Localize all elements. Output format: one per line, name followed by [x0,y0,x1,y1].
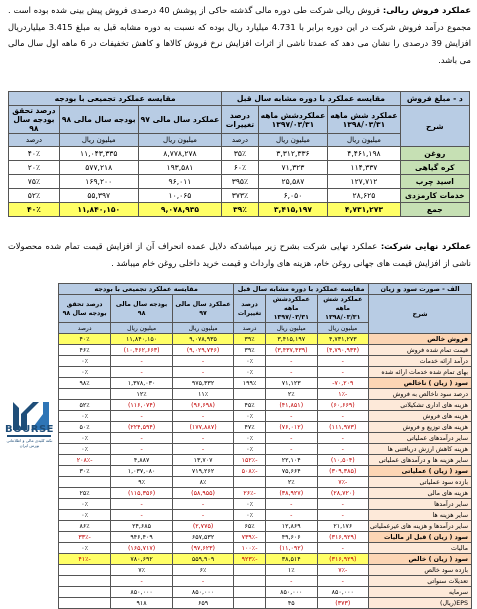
table-row [59,565,472,576]
cell: (۲۲۴,۵۹۴) [111,422,173,433]
unit-label: میلیون ریال [172,323,233,334]
table-row [59,444,472,455]
cell: (۲,۷۷۵) [172,521,233,532]
cell: - [317,411,369,422]
table1-sharh-header: شرح [400,106,469,147]
table-row [59,367,472,378]
table-row [59,411,472,422]
cell: -۱٪ [317,389,369,400]
cell: - [172,499,233,510]
table1-group-prev: مقایسه عملکرد با دوره مشابه سال قبل [222,92,400,106]
cell: (۱۱۵,۳۵۶) [111,488,173,499]
cell: - [172,433,233,444]
unit-label: درصد [234,323,266,334]
cell: ۵۵۹,۹۰۹ [172,554,233,565]
cell: ۷۵,۶۶۴ [265,466,317,477]
cell: ۶,۰۵۰ [258,189,328,203]
row-label: سود ( زیان ) خالص [369,554,472,565]
table-row [59,455,472,466]
table-row [59,554,472,565]
cell: ۱۱٪ [172,389,233,400]
cell: ۱۹۹٪ [234,378,266,389]
cell: (۳۱۶,۹۲۹) [317,554,369,565]
cell: (۳۷۳) [317,598,369,609]
cell: ۸۵۰,۰۰۰ [317,587,369,598]
row-label: تعدیلات سنواتی [369,576,472,587]
cell: ۹٪ [111,477,173,488]
cell: ۶٪ [172,565,233,576]
cell: - [265,356,317,367]
cell: ۶۰٪ [222,161,258,175]
row-label: فروش خالص [369,334,472,345]
cell: ۳۹٪ [222,203,258,217]
row-label: سایر درآمدهای عملیاتی [369,433,472,444]
cell: (۳۸,۹۲۷) [265,488,317,499]
cell: -۱۰۰٪ [234,543,266,554]
row-label: سایر هزینه ها [369,510,472,521]
cell: ۵۷۷,۲۱۸ [59,161,138,175]
cell: ۹۴۶,۴۰۹ [111,532,173,543]
row-label: سرمایه [369,587,472,598]
cell: (۳,۴۳۷,۴۳۹) [265,345,317,356]
cell: (۶۰,۶۶۹) [317,400,369,411]
row-label: سود ( زیان ) عملیاتی [369,466,472,477]
cell: - [317,576,369,587]
cell: (۹۷,۶۲۳) [172,543,233,554]
row-label: روغن [400,147,469,161]
table2-col-achieve: درصد تحقق بودجه سال ۹۸ [59,295,111,323]
table1-corner: د - مبلغ فروش [400,92,469,106]
table-row [59,510,472,521]
cell: ۵۲٪ [9,189,60,203]
row-label: درصد سود ناخالص به فروش [369,389,472,400]
cell: - [172,444,233,455]
cell: ۸۵۰,۰۰۰ [111,587,173,598]
cell [234,565,266,576]
cell: ۷۰,۲۰۹- [317,378,369,389]
unit-label: درصد [222,134,258,147]
cell: - [317,543,369,554]
cell: ۸۵۰,۰۰۰ [265,587,317,598]
table-row [59,587,472,598]
cell: ۰٪ [234,510,266,521]
table-row [9,189,470,203]
cell: -۳۳٪ [59,532,111,543]
table2-col-change: درصد تغییرات [234,295,266,323]
table-row [59,389,472,400]
table-row [59,356,472,367]
table2-sharh-header: شرح [369,295,472,334]
cell: ۱۶۹,۲۰۰ [59,175,138,189]
cell: - [317,433,369,444]
cell: ۹۱۸ [111,598,173,609]
table2-col-perf6m: عملکرد شش ماهه ۱۳۹۸/۰۳/۳۱ [317,295,369,323]
cell: - [111,444,173,455]
cell: ۹۷۵,۳۳۲ [172,378,233,389]
cell: ۲۸,۶۲۵ [328,189,400,203]
cell: - [172,576,233,587]
sales-summary-paragraph [8,2,471,68]
cell: -۱۵۲٪ [234,455,266,466]
row-label: EPS(ریال) [369,598,472,609]
cell: ۰٪ [59,444,111,455]
cell: (۹۶,۶۹۸) [172,400,233,411]
cell: ۷۸۰,۶۹۲ [111,554,173,565]
table1-col-fy97: عملکرد سال مالی ۹۷ [138,106,222,134]
cell: ۹۶,۰۱۱ [138,175,222,189]
cell: -۷٪ [317,477,369,488]
table-row [9,175,470,189]
cell: - [317,356,369,367]
table1-col-perf-prev: عملکردشش ماهه ۱۳۹۷/۰۳/۳۱ [258,106,328,134]
cell: ۸۵۰,۰۰۰ [172,587,233,598]
unit-label: میلیون ریال [328,134,400,147]
unit-label: میلیون ریال [138,134,222,147]
table-row [59,521,472,532]
cell: ۱,۰۳۷,۰۸۰ [111,466,173,477]
table-row [59,400,472,411]
table-row [59,466,472,477]
cell: ۷۱,۱۲۳ [265,378,317,389]
table1-col-perf6m: عملکرد شش ماهه ۱۳۹۸/۰۳/۳۱ [328,106,400,134]
row-label: کره گیاهی [400,161,469,175]
cell: -۴۱٪ [59,554,111,565]
cell: ۶۵۹ [172,598,233,609]
table-row [9,147,470,161]
table-row [59,334,472,345]
row-label: هزینه های اداری تشکیلاتی [369,400,472,411]
cell: ۱۱,۸۴۰,۱۵۰ [111,334,173,345]
cell: - [317,510,369,521]
cell: ۰٪ [234,499,266,510]
cell: (۳۰۹,۳۸۵) [317,466,369,477]
cell: - [172,411,233,422]
cell: ۲۵,۵۸۷ [258,175,328,189]
cell: ۴۵٪ [234,400,266,411]
cell: ۶۵۷,۵۳۲ [172,532,233,543]
cell: ۱۲٪ [111,389,173,400]
row-label: بازده سود عملیاتی [369,477,472,488]
cell [234,587,266,598]
cell: ۳۹٪ [234,345,266,356]
cell [59,477,111,488]
cell: - [111,356,173,367]
cell: ۳,۴۱۵,۱۹۷ [258,203,328,217]
table2-col-budget98: بودجه سال مالی ۹۸ [111,295,173,323]
cell: ۲۵٪ [59,488,111,499]
table-row [59,433,472,444]
cell: (۴۱,۸۵۱) [265,400,317,411]
cell: ۴۹,۶۰۶ [265,532,317,543]
cell: (۱۰,۵۰۴) [317,455,369,466]
table1-col-achieve: درصد تحقق بودجه سال ۹۸ [9,106,60,134]
table-row [59,488,472,499]
cell: (۵۸,۹۵۵) [172,488,233,499]
unit-label: میلیون ریال [59,134,138,147]
cell: ۲۲,۱۰۴ [265,455,317,466]
unit-label: میلیون ریال [111,323,173,334]
table1-group-budget: مقایسه عملکرد تجمیعی با بودجه [9,92,222,106]
cell: ۱۲۷,۷۱۲ [328,175,400,189]
row-label: جمع [400,203,469,217]
cell [59,389,111,400]
cell: (۱۷۷,۸۸۷) [172,422,233,433]
final-performance-paragraph [8,238,471,271]
cell: (۳۱۶,۹۲۹) [317,532,369,543]
final-performance-title: عملکرد نهایی شرکت: [380,241,471,251]
cell [234,576,266,587]
cell: ۳۷۳٪ [222,189,258,203]
table-row [59,477,472,488]
row-label: اسید چرب [400,175,469,189]
unit-label: میلیون ریال [317,323,369,334]
row-label: هزینه کاهش ارزش دریافتنی ها [369,444,472,455]
cell: (۲۸,۷۲۰) [317,488,369,499]
cell: ۰٪ [59,433,111,444]
cell: ۰٪ [234,444,266,455]
cell: ۲۰٪ [9,161,60,175]
cell: ۴۷٪ [234,422,266,433]
cell: -۷٪ [317,565,369,576]
cell: ۶۵٪ [234,521,266,532]
cell: (۷۶,۰۱۲) [265,422,317,433]
table-row [59,378,472,389]
cell: ۹,۰۷۸,۹۳۵ [172,334,233,345]
row-label: سود ( زیان ) قبل از مالیات [369,532,472,543]
cell: - [265,411,317,422]
cell: ۱۲,۸۶۹ [265,521,317,532]
cell: -۲۶٪ [234,488,266,499]
cell: ۸۶٪ [59,521,111,532]
row-label: مالیات [369,543,472,554]
table2-group-prev: مقایسه عملکرد با دوره مشابه سال قبل [234,284,369,295]
table-row [59,576,472,587]
cell: ۴۰٪ [9,203,60,217]
unit-label: میلیون ریال [265,323,317,334]
logo-text: BOURSE [5,424,54,435]
cell: -۵۰۸٪ [234,466,266,477]
row-label: خدمات کارمزدی [400,189,469,203]
table2-corner: الف - صورت سود و زیان [369,284,472,295]
table1-col-budget98: بودجه سال مالی ۹۸ [59,106,138,134]
cell: ۴,۴۶۱,۱۹۸ [328,147,400,161]
row-label: هزینه های مالی [369,488,472,499]
cell: ۵۰٪ [59,422,111,433]
cell: -۷۳۹٪ [234,532,266,543]
table2-col-perf-prev: عملکردشش ماهه ۱۳۹۷/۰۳/۳۱ [265,295,317,323]
table-row [59,543,472,554]
cell: ۴,۷۳۱,۲۷۳ [317,334,369,345]
cell: - [265,510,317,521]
cell: ۰٪ [234,411,266,422]
row-label: سایر درآمدها و هزینه های غیرعملیاتی [369,521,472,532]
cell: ۱,۳۷۸,۰۳۰ [111,378,173,389]
cell: - [111,576,173,587]
cell: - [265,433,317,444]
cell: - [265,499,317,510]
cell: ۳۹٪ [234,334,266,345]
income-statement-table [58,283,472,609]
sales-summary-title: عملکرد فروش ریالی: [382,5,471,15]
cell: ۱۳,۷۰۷ [172,455,233,466]
table1-col-change: درصد تغییرات [222,106,258,134]
cell: - [265,367,317,378]
cell: - [111,499,173,510]
row-label: سود ( زیان ) ناخالص [369,378,472,389]
cell: -۹۲۳٪ [234,554,266,565]
cell: ۵۲٪ [59,400,111,411]
cell: - [317,444,369,455]
cell: ۸,۷۷۸,۲۷۸ [138,147,222,161]
row-label: هزینه های توزیع و فروش [369,422,472,433]
cell: - [111,433,173,444]
table-row [59,532,472,543]
cell: ۳۸,۵۱۴ [265,554,317,565]
cell: - [265,444,317,455]
cell: - [111,367,173,378]
cell: -۲۰۸٪ [59,455,111,466]
cell: - [111,510,173,521]
cell: ۰٪ [59,411,111,422]
cell [59,565,111,576]
cell: (۱۰,۴۶۲,۶۶۳) [111,345,173,356]
cell: ۰٪ [59,510,111,521]
table-row [59,499,472,510]
cell: ۴,۸۸۷ [111,455,173,466]
cell: (۱۱۱,۹۷۳) [317,422,369,433]
cell: - [317,367,369,378]
cell: ۸٪ [172,477,233,488]
cell: ۴,۷۳۱,۲۷۳ [328,203,400,217]
cell: ۱۱,۸۴۰,۱۵۰ [59,203,138,217]
row-label: بهای تمام شده خدمات ارائه شده [369,367,472,378]
cell: ۷۱,۳۲۳ [258,161,328,175]
cell [59,587,111,598]
cell: ۱۱,۰۴۳,۳۳۵ [59,147,138,161]
table-row [9,161,470,175]
final-performance-text: عملکرد نهایی شرکت بشرح زیر میباشدکه دلایل عمده انحراف آن از افزایش قیمت تمام شده محصولات ناشی از افزایش قیمت های جهانی روغن خام، هزینه های وارداث و قیمت خرید داخلی روغن خام میباشد . [8,241,471,268]
cell: (۱۱۶,۰۷۴) [111,400,173,411]
row-label: سایر هزینه ها و درآمدهای عملیاتی [369,455,472,466]
cell [59,576,111,587]
cell: ۰٪ [59,499,111,510]
cell: (۹,۰۲۹,۷۴۶) [172,345,233,356]
cell: ۳۰٪ [59,466,111,477]
cell: - [172,356,233,367]
cell: (۱۱,۰۹۲) [265,543,317,554]
cell: ۰٪ [234,367,266,378]
cell: - [111,411,173,422]
unit-label: درصد [59,323,111,334]
cell: ۳,۴۱۵,۱۹۷ [265,334,317,345]
cell: ۱۰,۰۶۵ [138,189,222,203]
cell: ۴۵ [265,598,317,609]
cell: ۴۰٪ [9,147,60,161]
table1-total-row [9,203,470,217]
cell: ۰٪ [59,543,111,554]
table-row [59,422,472,433]
cell: - [172,367,233,378]
cell: ۴۶٪ [59,345,111,356]
logo-subtitle: نکته کلیدی مالی و اطلاعاتی بورس ایران [6,438,53,448]
row-label: بازده سود خالص [369,565,472,576]
cell: (۴,۷۹۰,۹۳۴) [317,345,369,356]
cell: ۰٪ [234,356,266,367]
row-label: سایر درآمدها [369,499,472,510]
cell: (۱۶۵,۷۱۷) [111,543,173,554]
sales-amount-table [8,91,470,217]
cell: ۴۰٪ [59,334,111,345]
unit-label: میلیون ریال [258,134,328,147]
cell: ۰٪ [59,356,111,367]
cell: ۷۵٪ [9,175,60,189]
cell: ۱۹۳,۵۸۱ [138,161,222,175]
table2-col-fy97: عملکرد سال مالی ۹۷ [172,295,233,323]
cell: ۲٪ [265,389,317,400]
cell: ۳,۳۱۲,۳۳۶ [258,147,328,161]
cell: ۵۵,۳۹۷ [59,189,138,203]
cell: ۷۱۹,۲۶۲ [172,466,233,477]
cell: ۲۱,۱۷۶ [317,521,369,532]
cell [234,389,266,400]
cell: ۹۸٪ [59,378,111,389]
row-label: هزینه های فروش [369,411,472,422]
cell: - [317,499,369,510]
bourse-logo-icon [3,382,55,462]
cell: ۲۴,۶۸۵ [111,521,173,532]
cell: ۰٪ [234,433,266,444]
cell: ۱٪ [265,565,317,576]
cell: ۱۱۴,۳۳۷ [328,161,400,175]
cell: ۷٪ [111,565,173,576]
cell: ۹,۰۷۸,۹۳۵ [138,203,222,217]
cell: ۳۹۵٪ [222,175,258,189]
table2-group-budget: مقایسه عملکرد تجمیعی با بودجه [59,284,234,295]
row-label: درآمد ارائه خدمات [369,356,472,367]
sales-summary-text: فروش ریالی شرکت طی دوره مالی گذشته حاکی از پوشش 40 درصدی فروش پیش بینی شده بوده است . مجموع درآمد فروش شرکت در این دوره برابر با 4.731 میلیارد ریال بوده که نسبت به دوره مشابه قبل به مبلغ 3.415 میلیاردریال افزایش 39 درصدی را نشان می دهد که عمدتا ناشی از اثرات افزایش نرخ فروش کالاها و کاهش تخفیفات در 6 ماهه اول سال مالی می باشد. [8,5,471,65]
unit-label: درصد [9,134,60,147]
cell: ۳۵٪ [222,147,258,161]
cell [234,477,266,488]
cell: - [265,576,317,587]
cell: - [172,510,233,521]
cell: ۲٪ [265,477,317,488]
cell: ۰٪ [59,367,111,378]
table-row [59,345,472,356]
row-label: قیمت تمام شده فروش [369,345,472,356]
